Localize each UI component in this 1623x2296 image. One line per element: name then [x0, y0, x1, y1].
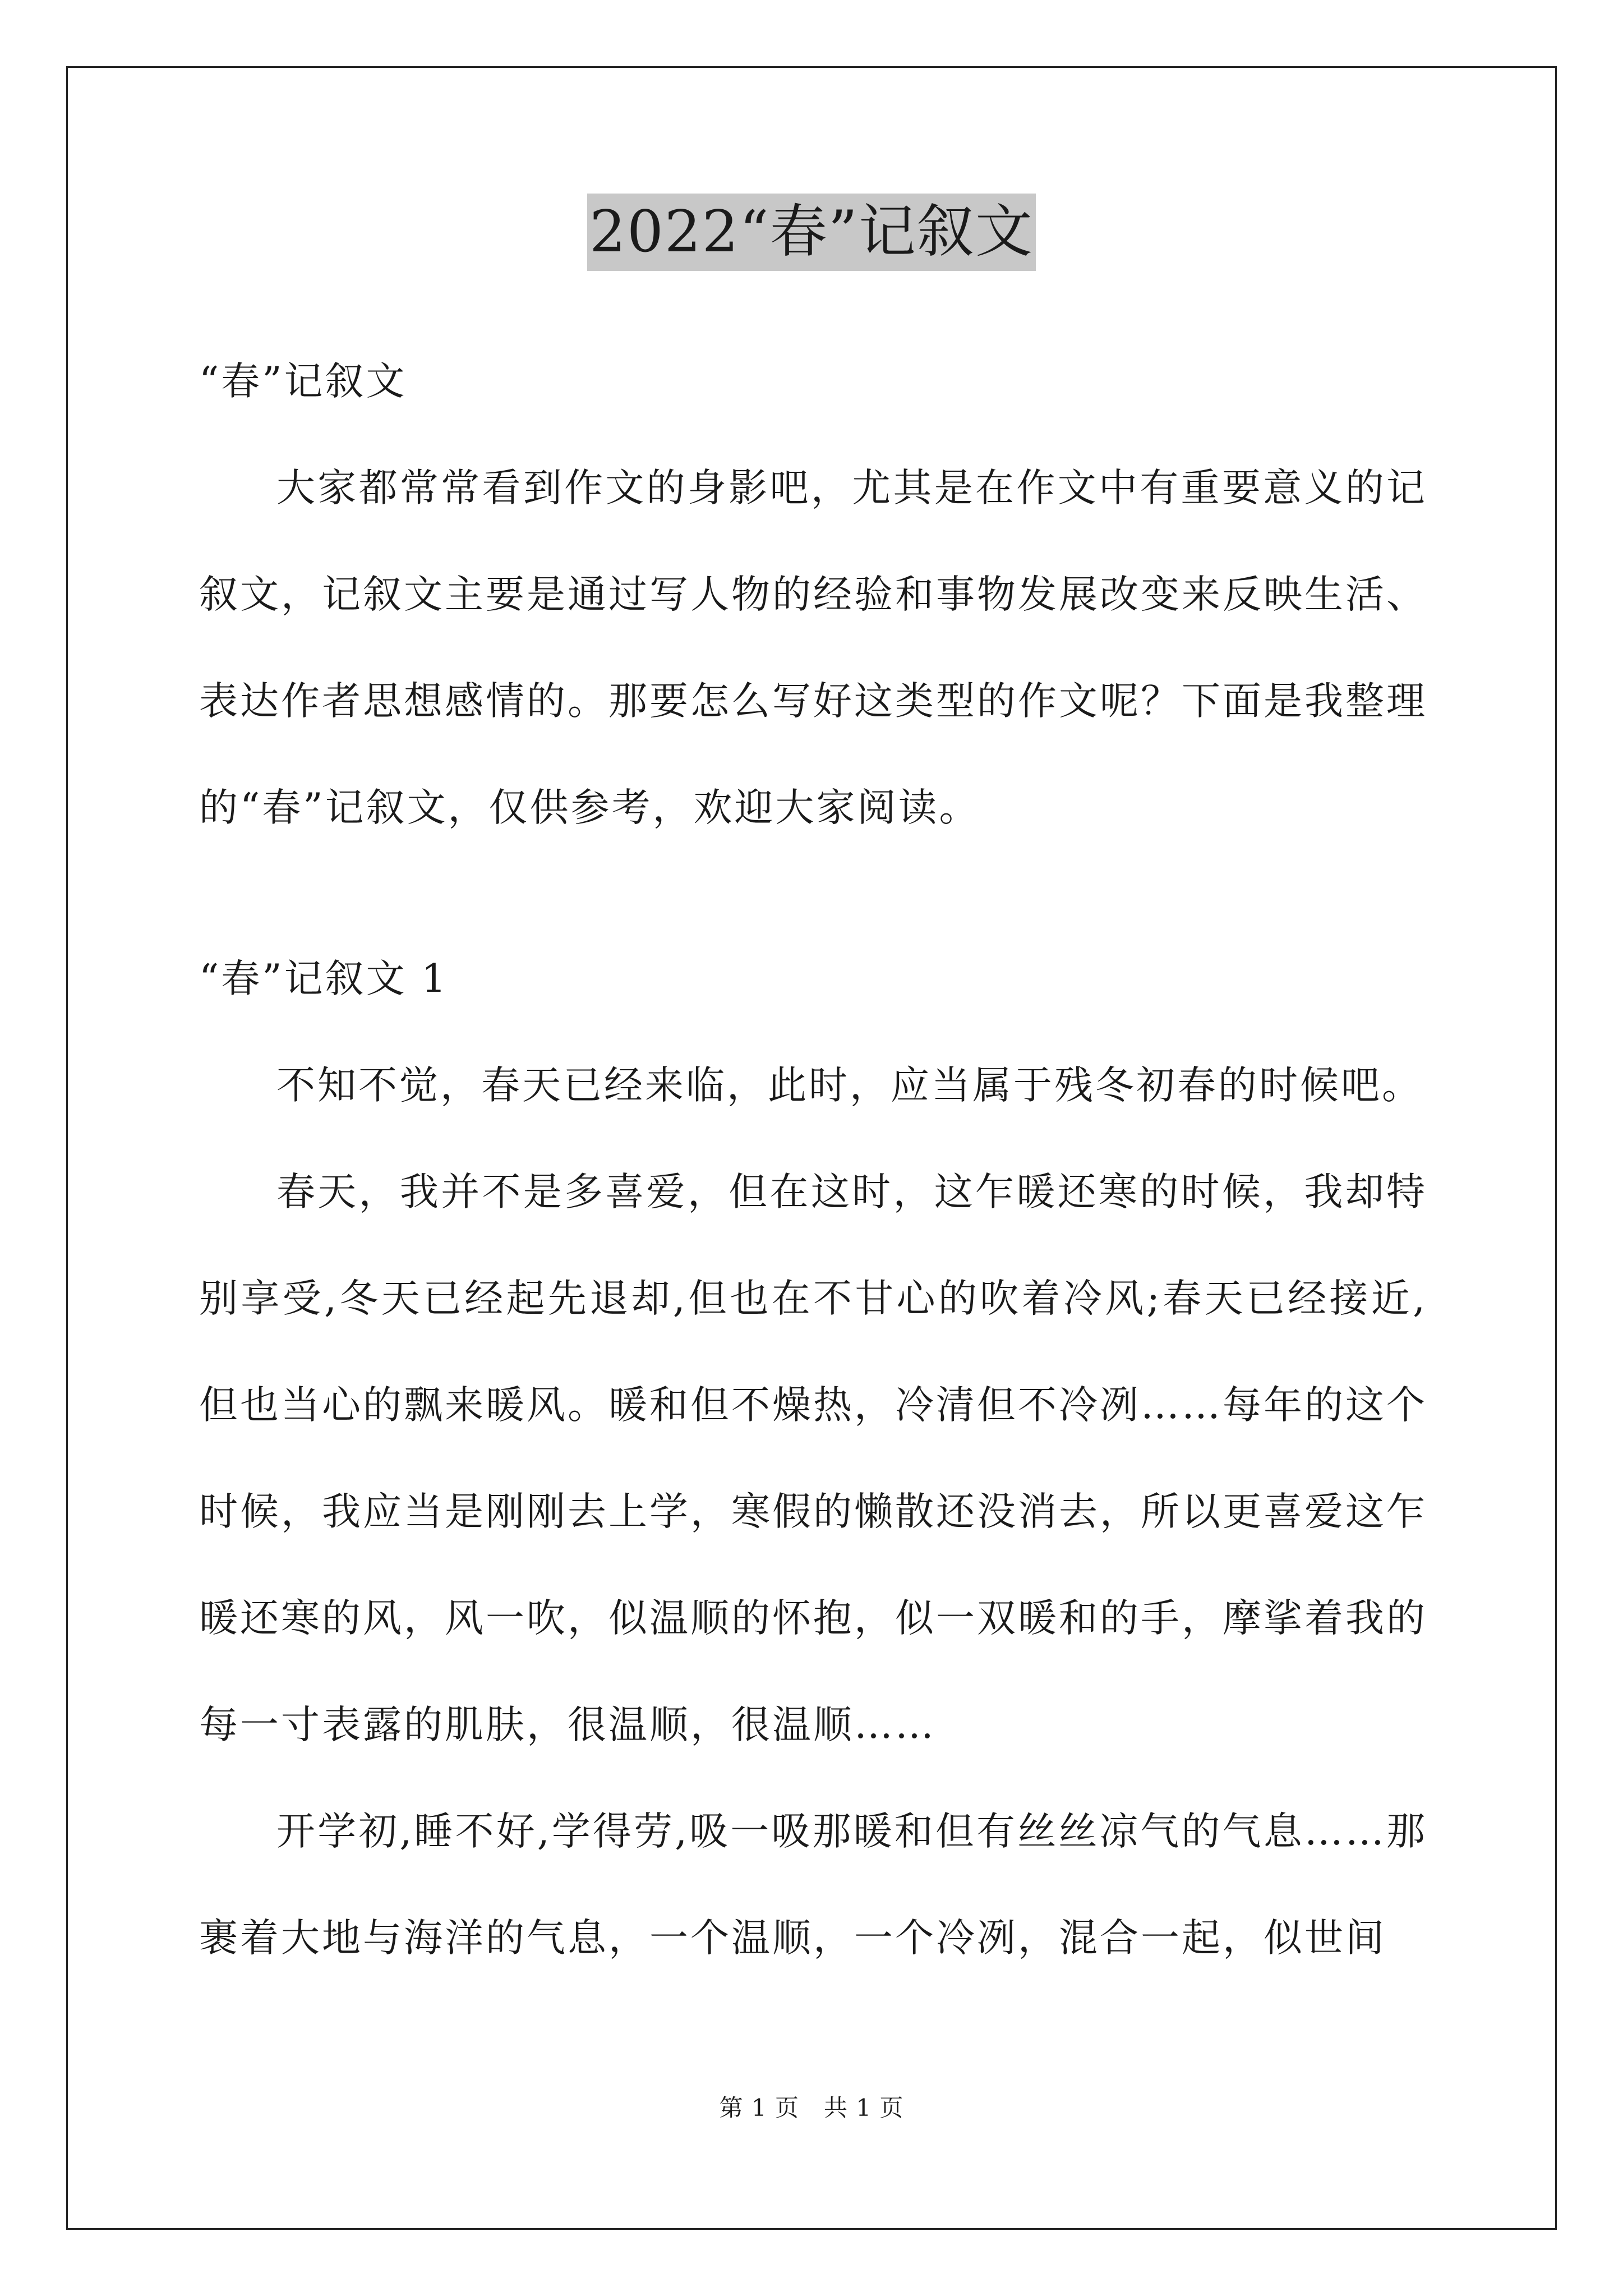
intro-body [199, 435, 1427, 861]
title-block [0, 194, 1623, 271]
body-paragraph: 不知不觉，春天已经来临，此时，应当属于残冬初春的时候吧。 [276, 1063, 1423, 1108]
body-paragraph: 春天，我并不是多喜爱，但在这时，这乍暖还寒的时候，我却特别享受,冬天已经起先退却,但也在不甘心的吹着冷风;春天已经接近,但也当心的飘来暖风。暖和但不燥热，冷清但不冷冽……每年的这个时候，我应当是刚刚去上学，寒假的懒散还没消去，所以更喜爱这乍暖还寒的风，风一吹，似温顺的怀抱，似一双暖和的手，摩挲着我的每一寸表露的肌肤，很温顺，很温顺…… [199, 1170, 1427, 1747]
page-number: 第 1 页 [719, 2094, 799, 2122]
page-total: 共 1 页 [824, 2094, 904, 2122]
section-heading-block [199, 926, 1427, 1032]
body-paragraph: 开学初,睡不好,学得劳,吸一吸那暖和但有丝丝凉气的气息……那裹着大地与海洋的气息，一个温顺，一个冷冽，混合一起，似世间 [199, 1809, 1427, 1961]
section-body [199, 1032, 1427, 1991]
intro-heading-block [199, 328, 1427, 435]
document-title: 2022“春”记叙文 [587, 194, 1036, 271]
intro-paragraph: 大家都常常看到作文的身影吧，尤其是在作文中有重要意义的记叙文，记叙文主要是通过写人物的经验和事物发展改变来反映生活、表达作者思想感情的。那要怎么写好这类型的作文呢？下面是我整理的“春”记叙文，仅供参考，欢迎大家阅读。 [199, 466, 1427, 830]
page-footer [0, 2090, 1623, 2123]
section-heading: “春”记叙文 1 [199, 956, 449, 1001]
intro-heading: “春”记叙文 [199, 359, 407, 404]
